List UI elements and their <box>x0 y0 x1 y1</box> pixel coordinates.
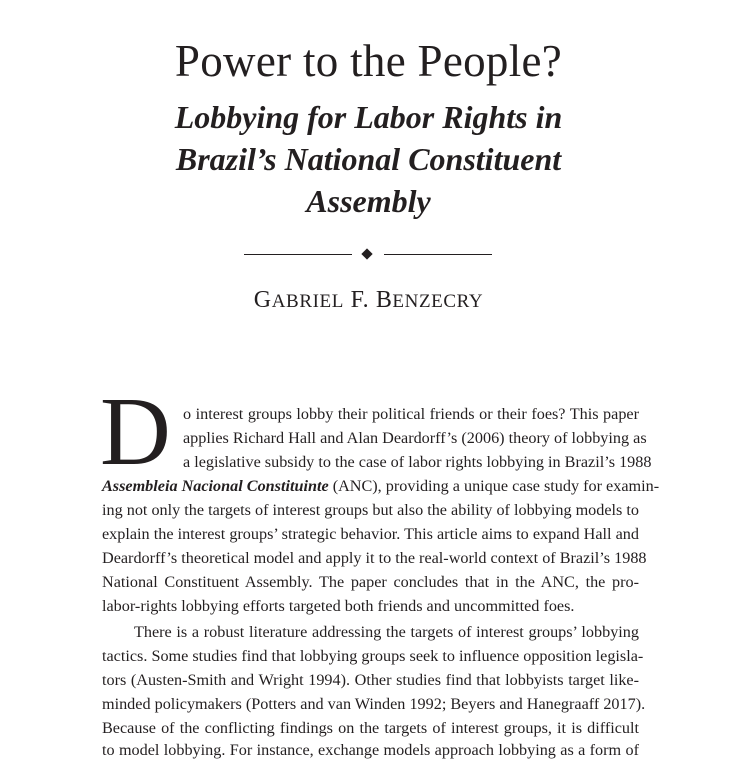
body-line: Because of the conflicting findings on the targets of interest groups, it is difficult <box>102 719 639 737</box>
author-middle-initial: F. <box>350 287 370 313</box>
subtitle-line: Assembly <box>306 183 431 219</box>
body-line: o interest groups lobby their political friends or their foes? This paper <box>183 405 639 423</box>
author-last-initial: B <box>375 287 393 313</box>
diamond-ornament-icon <box>361 248 372 259</box>
italic-term: Assembleia Nacional Constituinte <box>102 477 329 495</box>
divider-rule-right <box>384 254 492 255</box>
drop-cap: D <box>100 378 171 486</box>
body-line: tactics. Some studies find that lobbying groups seek to influence opposition legisla- <box>102 647 644 665</box>
body-line: There is a robust literature addressing the targets of interest groups’ lobbying <box>134 623 639 641</box>
author-first-rest: ABRIEL <box>271 291 344 312</box>
subtitle-line: Lobbying for Labor Rights in <box>174 99 563 135</box>
body-line: Deardorff’s theoretical model and apply it to the real-world context of Brazil’s 1988 <box>102 549 647 567</box>
author-last-rest: ENZECRY <box>392 291 484 312</box>
article-subtitle <box>60 96 677 222</box>
body-line: minded policymakers (Potters and van Winden 1992; Beyers and Hanegraaff 2017). <box>102 695 646 713</box>
body-line: explain the interest groups’ strategic behavior. This article aims to expand Hall and <box>102 525 639 543</box>
body-line: to model lobbying. For instance, exchange models approach lobbying as a form of <box>102 741 639 759</box>
body-line: labor-rights lobbying efforts targeted both friends and uncommitted foes. <box>102 597 575 615</box>
body-line: a legislative subsidy to the case of labor rights lobbying in Brazil’s 1988 <box>183 453 652 471</box>
body-line: ing not only the targets of interest groups but also the ability of lobbying models to <box>102 501 639 519</box>
body-line: applies Richard Hall and Alan Deardorff’s (2006) theory of lobbying as <box>183 429 647 447</box>
body-line: tors (Austen-Smith and Wright 1994). Other studies find that lobbyists target like- <box>102 671 639 689</box>
author-name <box>0 284 737 318</box>
title-divider <box>244 248 492 262</box>
author-first-initial: G <box>253 287 272 313</box>
body-text: (ANC), providing a unique case study for examin- <box>328 477 660 495</box>
body-line <box>102 476 660 496</box>
article-title: Power to the People? <box>174 36 563 86</box>
divider-rule-left <box>244 254 352 255</box>
body-line: National Constituent Assembly. The paper concludes that in the ANC, the pro- <box>102 573 639 591</box>
subtitle-line: Brazil’s National Constituent <box>175 141 562 177</box>
